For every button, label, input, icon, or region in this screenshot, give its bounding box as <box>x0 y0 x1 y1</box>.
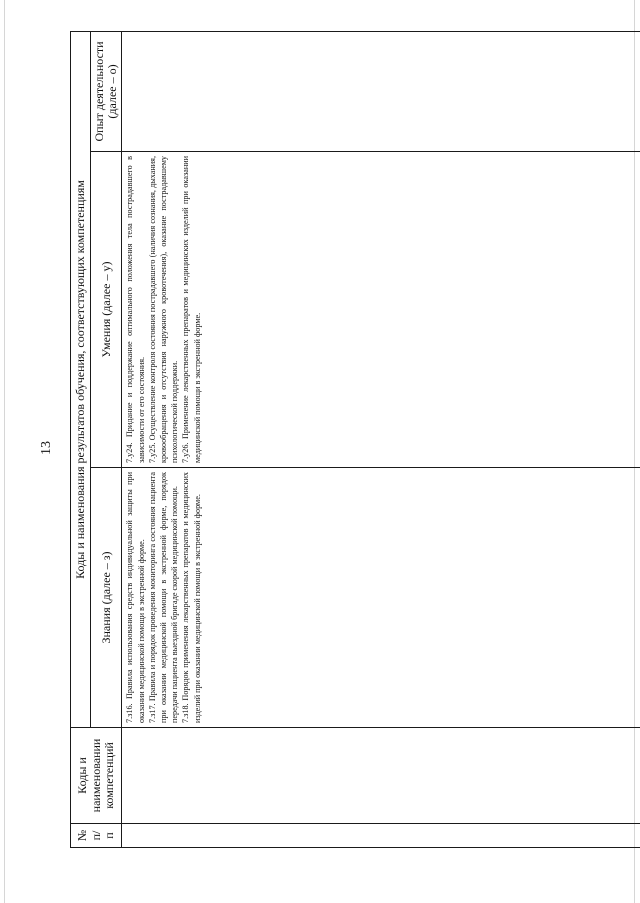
header-num: № п/п <box>71 824 122 848</box>
knowledge-item: 7.з16. Правила использования средств индивидуальной защиты при оказании медицинской помощи в экстренной форме. <box>125 472 146 723</box>
scan-edge-left <box>4 0 5 903</box>
header-code: Коды и наименовании компетенций <box>71 728 122 824</box>
cell-experience <box>122 31 640 151</box>
cell-skills <box>122 152 640 468</box>
cell-num <box>122 824 640 848</box>
competency-table <box>70 31 640 848</box>
header-group: Коды и наименования результатов обучения, соответствующих компетенциям <box>71 31 91 727</box>
cell-code <box>122 728 640 824</box>
skill-item: 7.у26. Применение лекарственных препаратов и медицинских изделий при оказании медицинской помощи в экстренной форме. <box>181 156 202 463</box>
header-skills: Умения (далее – у) <box>91 152 122 468</box>
header-knowledge: Знания (далее – з) <box>91 468 122 728</box>
skill-item: 7.у24. Придание и поддержание оптимального положения тела пострадавшего в зависимости от его состояния. <box>125 156 146 463</box>
knowledge-item: 7.з18. Порядок применения лекарственных препаратов и медицинских изделий при оказании медицинской помощи в экстренной форме. <box>181 472 202 723</box>
header-experience: Опыт деятельности (далее – о) <box>91 31 122 151</box>
cell-knowledge <box>122 468 640 728</box>
table-row <box>122 31 640 847</box>
knowledge-item: 7.з17. Правила и порядок проведения мониторинга состояния пациента при оказании медицинской помощи в экстренной форме, порядок передачи пациента выездной бригаде скорой медицинской помощи. <box>147 472 180 723</box>
skill-item: 7.у25. Осуществление контроля состояния пострадавшего (наличия сознания, дыхания, кровообращения и отсутствия наружного кровотечения), оказание пострадавшему психологической поддержки. <box>147 156 180 463</box>
rotated-table-wrapper <box>70 32 640 848</box>
page-number: 13 <box>39 441 54 455</box>
